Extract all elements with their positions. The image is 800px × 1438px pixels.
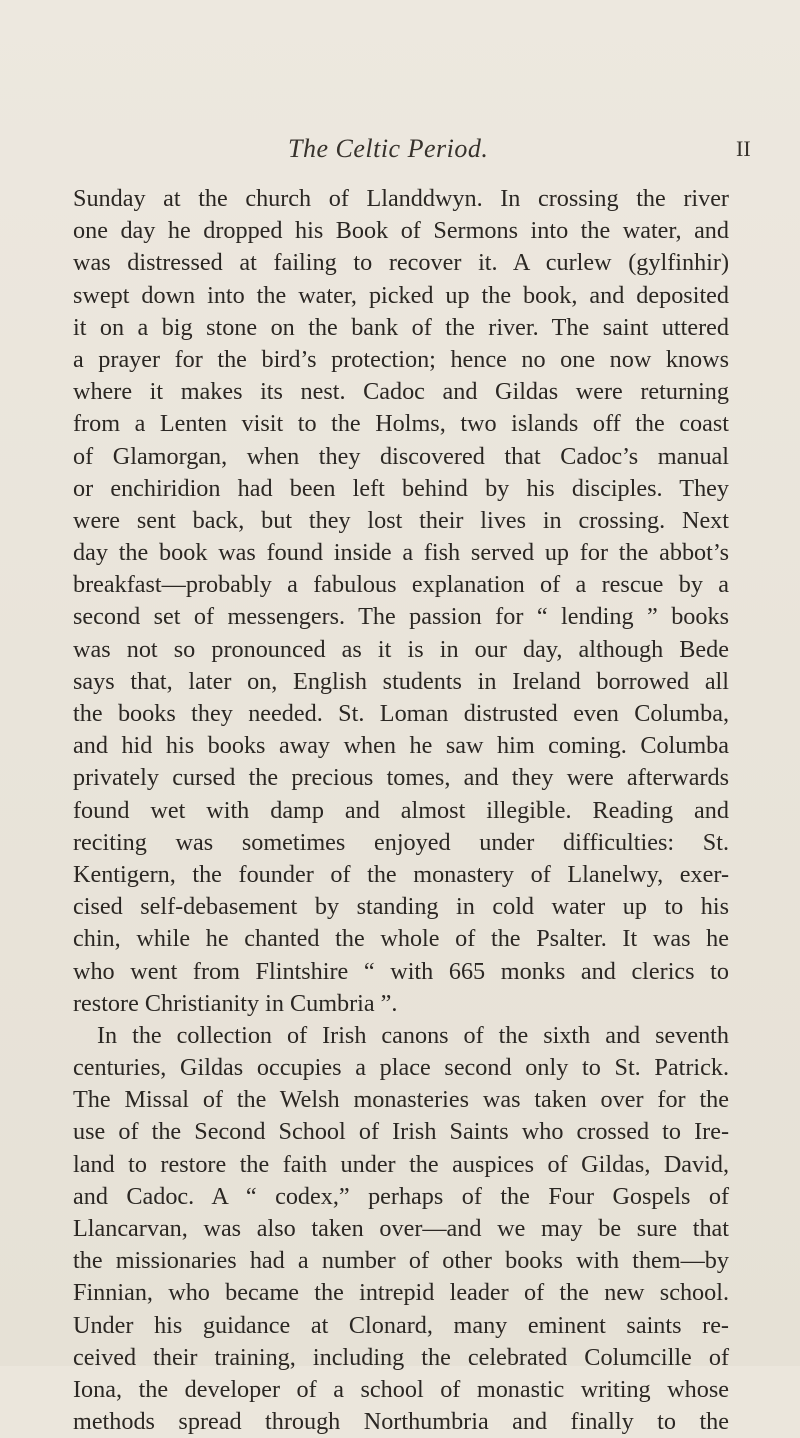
text-line: The Missal of the Welsh monasteries was taken over for the (73, 1086, 729, 1114)
text-line: a prayer for the bird’s protection; hence no one now knows (73, 345, 729, 373)
text-line: ceived their training, including the celebrated Columcille of (73, 1343, 729, 1371)
text-line: where it makes its nest. Cadoc and Gildas were returning (73, 378, 729, 406)
text-line: Kentigern, the founder of the monastery of Llanelwy, exer- (73, 860, 729, 888)
text-line: and Cadoc. A “ codex,” perhaps of the Four Gospels of (73, 1182, 729, 1210)
page-number: II (736, 136, 751, 161)
text-line: chin, while he chanted the whole of the Psalter. It was he (73, 925, 729, 953)
text-line: one day he dropped his Book of Sermons into the water, and (73, 217, 729, 245)
text-line: of Glamorgan, when they discovered that Cadoc’s manual (73, 442, 729, 470)
text-line: privately cursed the precious tomes, and they were afterwards (73, 764, 729, 792)
text-line: use of the Second School of Irish Saints who crossed to Ire- (73, 1118, 729, 1146)
text-line: the books they needed. St. Loman distrusted even Columba, (73, 700, 729, 727)
text-line: who went from Flintshire “ with 665 monks and clerics to (73, 957, 729, 985)
running-head (0, 134, 800, 168)
text-line: centuries, Gildas occupies a place second only to St. Patrick. (73, 1054, 729, 1082)
text-line: swept down into the water, picked up the book, and deposited (73, 281, 729, 309)
text-line: Llancarvan, was also taken over—and we may be sure that (73, 1215, 729, 1242)
text-line: found wet with damp and almost illegible. Reading and (73, 796, 729, 824)
running-title: The Celtic Period. (288, 134, 489, 163)
text-line: says that, later on, English students in Ireland borrowed all (73, 667, 729, 695)
paragraph (73, 1020, 729, 1438)
text-line: breakfast—probably a fabulous explanation of a rescue by a (73, 571, 729, 599)
text-line: cised self-debasement by standing in cold water up to his (73, 893, 729, 921)
text-line: was not so pronounced as it is in our day, although Bede (73, 635, 729, 663)
text-line: land to restore the faith under the auspices of Gildas, David, (73, 1150, 729, 1178)
text-line: methods spread through Northumbria and finally to the (73, 1408, 729, 1436)
text-line: the missionaries had a number of other books with them—by (73, 1247, 729, 1275)
text-line: day the book was found inside a fish served up for the abbot’s (73, 539, 729, 567)
text-line: were sent back, but they lost their lives in crossing. Next (73, 506, 729, 534)
text-line: restore Christianity in Cumbria ”. (73, 989, 398, 1017)
text-line: Sunday at the church of Llanddwyn. In crossing the river (73, 185, 729, 212)
text-line: Iona, the developer of a school of monastic writing whose (73, 1375, 729, 1403)
text-line: and hid his books away when he saw him coming. Columba (73, 732, 729, 760)
text-line: Finnian, who became the intrepid leader of the new school. (73, 1279, 729, 1307)
body-text (73, 183, 729, 1438)
paragraph (73, 183, 729, 1020)
text-line: or enchiridion had been left behind by his disciples. They (73, 474, 729, 502)
text-line: from a Lenten visit to the Holms, two islands off the coast (73, 410, 729, 438)
text-line: was distressed at failing to recover it. A curlew (gylfinhir) (73, 249, 729, 277)
text-line: Under his guidance at Clonard, many eminent saints re- (73, 1311, 729, 1339)
text-line: In the collection of Irish canons of the sixth and seventh (97, 1021, 729, 1049)
text-line: second set of messengers. The passion for “ lending ” books (73, 603, 729, 631)
text-line: it on a big stone on the bank of the river. The saint uttered (73, 313, 729, 341)
text-line: reciting was sometimes enjoyed under difficulties: St. (73, 828, 729, 856)
